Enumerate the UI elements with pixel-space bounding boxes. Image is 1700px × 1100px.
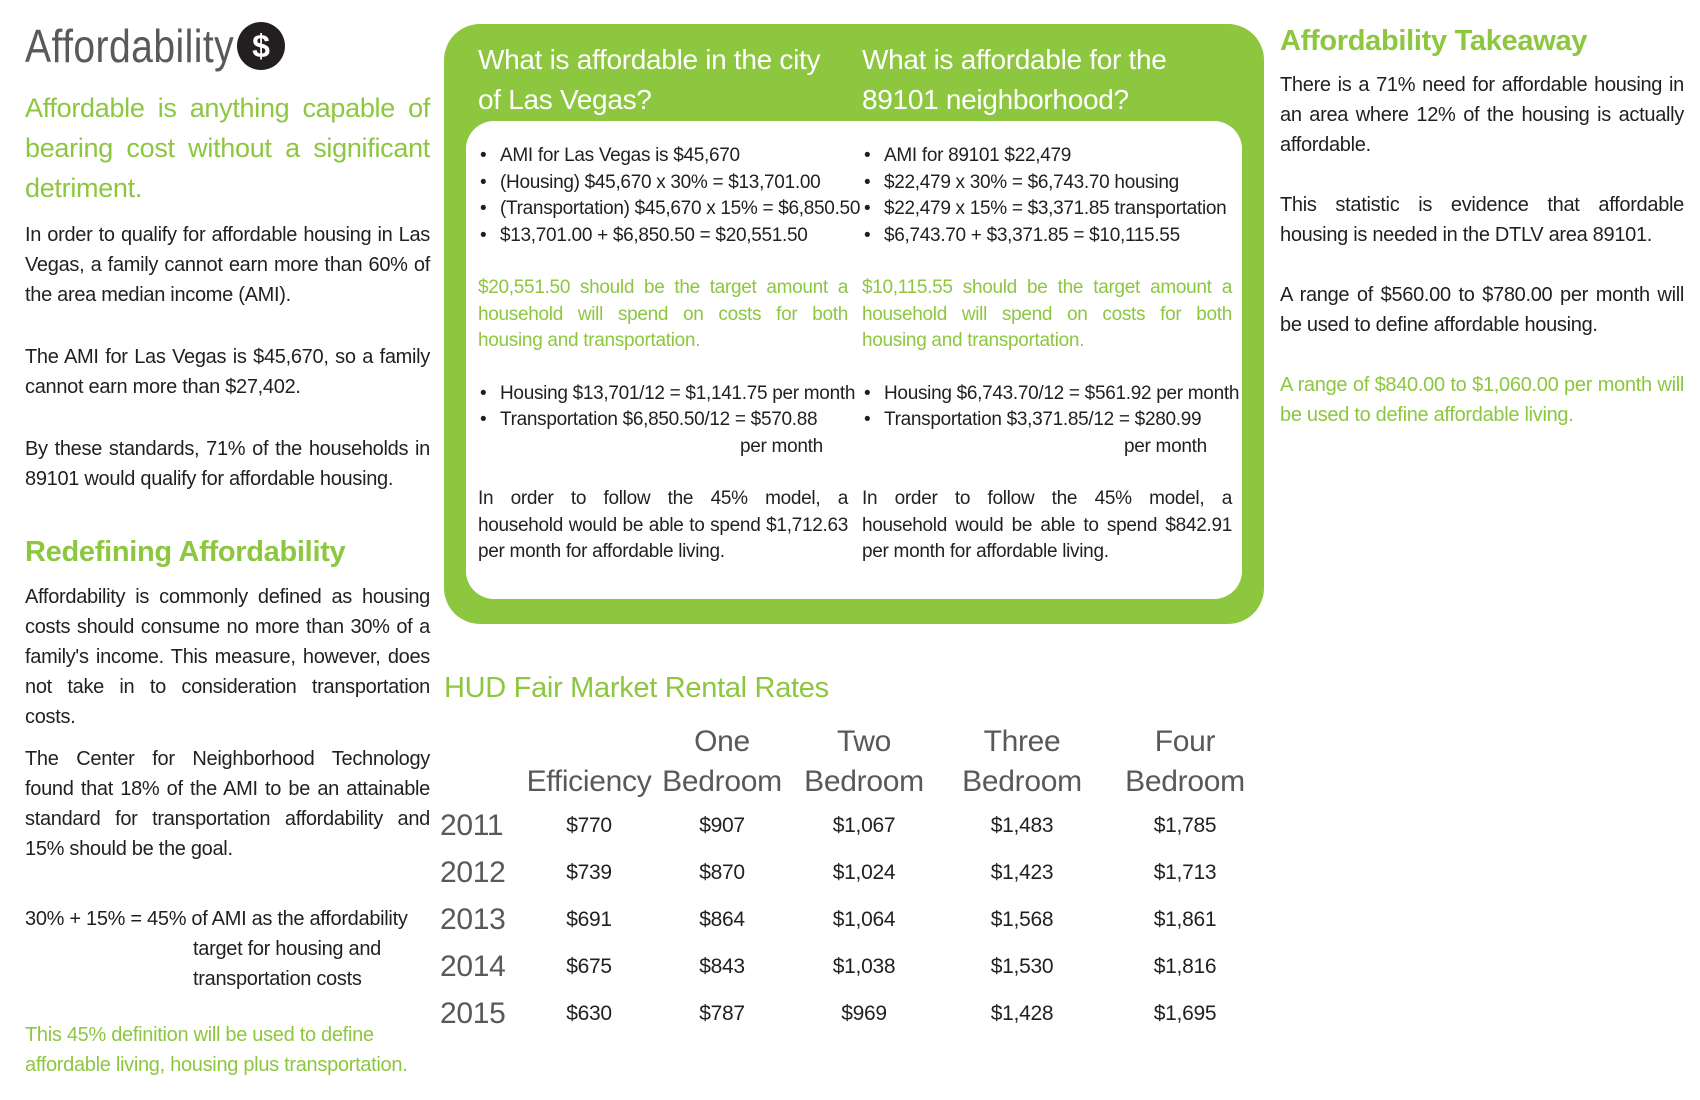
per-month-label: per month: [1124, 435, 1207, 457]
list-item: • $13,701.00 + $6,850.50 = $20,551.50: [478, 223, 848, 250]
neighborhood-calculations: [862, 143, 1232, 249]
table-cell: $1,067: [832, 813, 896, 837]
section-heading-redefining: Redefining Affordability: [25, 536, 346, 568]
neighborhood-target: $10,115.55 should be the target amount a household will spend on costs for both housing and transportation.: [862, 277, 1232, 351]
table-cell: $907: [699, 813, 745, 837]
table-header-row: [440, 722, 1263, 802]
takeaway-need: There is a 71% need for affordable housing in an area where 12% of the housing is actually affordable.: [1280, 74, 1684, 156]
table-cell: $1,064: [832, 907, 896, 931]
table-cell: $969: [841, 1001, 887, 1025]
table-cell: $1,785: [1153, 813, 1217, 837]
comparison-panel: [466, 121, 1242, 599]
year-cell: 2011: [440, 808, 504, 842]
table-row: [440, 990, 1263, 1037]
affordability-comparison-box: [444, 24, 1264, 624]
neighborhood-heading: What is affordable for the 89101 neighborhood?: [862, 44, 1167, 115]
ami-paragraph: The AMI for Las Vegas is $45,670, so a family cannot earn more than $27,402.: [25, 346, 430, 398]
right-column: [1280, 20, 1684, 430]
list-item: • (Housing) $45,670 x 30% = $13,701.00: [478, 170, 848, 197]
year-header: [440, 722, 525, 802]
year-cell: 2015: [440, 996, 506, 1030]
table-cell: $843: [699, 954, 745, 978]
standards-paragraph: By these standards, 71% of the households in 89101 would qualify for affordable housing.: [25, 438, 430, 490]
table-cell: $1,861: [1153, 907, 1217, 931]
list-item: • $22,479 x 30% = $6,743.70 housing: [862, 170, 1232, 197]
formula-line-1: 30% + 15% = 45% of AMI as the affordability: [25, 908, 408, 930]
column-header: One Bedroom: [662, 725, 782, 798]
cnt-paragraph: The Center for Neighborhood Technology found that 18% of the AMI to be an attainable standard for transportation affordability and 15% should be the goal.: [25, 748, 430, 860]
year-cell: 2012: [440, 855, 506, 889]
table-cell: $1,428: [990, 1001, 1054, 1025]
list-item: • AMI for Las Vegas is $45,670: [478, 143, 848, 170]
takeaway-living-range: A range of $840.00 to $1,060.00 per month will be used to define affordable living.: [1280, 374, 1684, 426]
column-header: Two Bedroom: [804, 725, 924, 798]
column-header: Three Bedroom: [962, 725, 1082, 798]
hud-rent-table: [440, 722, 1263, 1037]
table-cell: $1,423: [990, 860, 1054, 884]
table-cell: $870: [699, 860, 745, 884]
intro-paragraph: In order to qualify for affordable housing in Las Vegas, a family cannot earn more than 60% of the area median income (AMI).: [25, 224, 430, 306]
list-item: • AMI for 89101 $22,479: [862, 143, 1232, 170]
city-target: $20,551.50 should be the target amount a household will spend on costs for both housing and transportation.: [478, 277, 848, 351]
title-row: [25, 18, 430, 74]
city-heading: What is affordable in the city of Las Vegas?: [478, 44, 821, 115]
list-item: • $6,743.70 + $3,371.85 = $10,115.55: [862, 223, 1232, 250]
formula-line-3: transportation costs: [193, 968, 362, 990]
table-cell: $1,568: [990, 907, 1054, 931]
table-row: [440, 896, 1263, 943]
city-column: [478, 143, 861, 566]
table-cell: $1,530: [990, 954, 1054, 978]
takeaway-heading: Affordability Takeaway: [1280, 25, 1588, 57]
left-column: [25, 18, 430, 1080]
city-model: In order to follow the 45% model, a household would be able to spend $1,712.63 per month for affordable living.: [478, 488, 848, 562]
formula-line-2: target for housing and: [193, 938, 381, 960]
table-cell: $1,695: [1153, 1001, 1217, 1025]
list-item: • Housing $6,743.70/12 = $561.92 per month: [862, 381, 1232, 408]
list-item: • (Transportation) $45,670 x 15% = $6,850.50: [478, 196, 848, 223]
year-cell: 2013: [440, 902, 506, 936]
per-month-label: per month: [740, 435, 823, 457]
table-cell: $1,038: [832, 954, 896, 978]
takeaway-housing-range: A range of $560.00 to $780.00 per month will be used to define affordable housing.: [1280, 284, 1684, 336]
table-row: [440, 849, 1263, 896]
table-cell: $1,816: [1153, 954, 1217, 978]
list-item: • Housing $13,701/12 = $1,141.75 per month: [478, 381, 848, 408]
neighborhood-model: In order to follow the 45% model, a household would be able to spend $842.91 per month for affordable living.: [862, 488, 1232, 562]
definition-paragraph: Affordability is commonly defined as housing costs should consume no more than 30% of a family's income. This measure, however, does not take in to consideration transportation costs.: [25, 586, 430, 728]
table-cell: $864: [699, 907, 745, 931]
neighborhood-column: [862, 143, 1240, 566]
table-cell: $1,024: [832, 860, 896, 884]
dollar-icon: $: [237, 22, 285, 70]
list-item: • Transportation $3,371.85/12 = $280.99: [862, 407, 1232, 434]
formula-statement: [25, 904, 430, 994]
column-header: Efficiency: [526, 765, 652, 798]
neighborhood-monthly: [862, 381, 1240, 434]
definition-note: This 45% definition will be used to define affordable living, housing plus transportation.: [25, 1024, 408, 1076]
lead-definition: Affordable is anything capable of bearing cost without a significant detriment.: [25, 93, 430, 203]
city-monthly: [478, 381, 856, 434]
table-row: [440, 943, 1263, 990]
table-cell: $770: [566, 813, 612, 837]
table-row: [440, 802, 1263, 849]
table-cell: $691: [566, 907, 612, 931]
table-cell: $1,483: [990, 813, 1054, 837]
hud-table-title: HUD Fair Market Rental Rates: [444, 672, 829, 704]
year-cell: 2014: [440, 949, 506, 983]
city-calculations: [478, 143, 861, 249]
list-item: • $22,479 x 15% = $3,371.85 transportation: [862, 196, 1232, 223]
table-cell: $787: [699, 1001, 745, 1025]
page-title: Affordability: [25, 20, 235, 72]
table-cell: $1,713: [1153, 860, 1217, 884]
table-cell: $739: [566, 860, 612, 884]
takeaway-evidence: This statistic is evidence that affordable housing is needed in the DTLV area 89101.: [1280, 194, 1684, 246]
table-cell: $630: [566, 1001, 612, 1025]
table-cell: $675: [566, 954, 612, 978]
column-header: Four Bedroom: [1125, 725, 1245, 798]
list-item: • Transportation $6,850.50/12 = $570.88: [478, 407, 848, 434]
